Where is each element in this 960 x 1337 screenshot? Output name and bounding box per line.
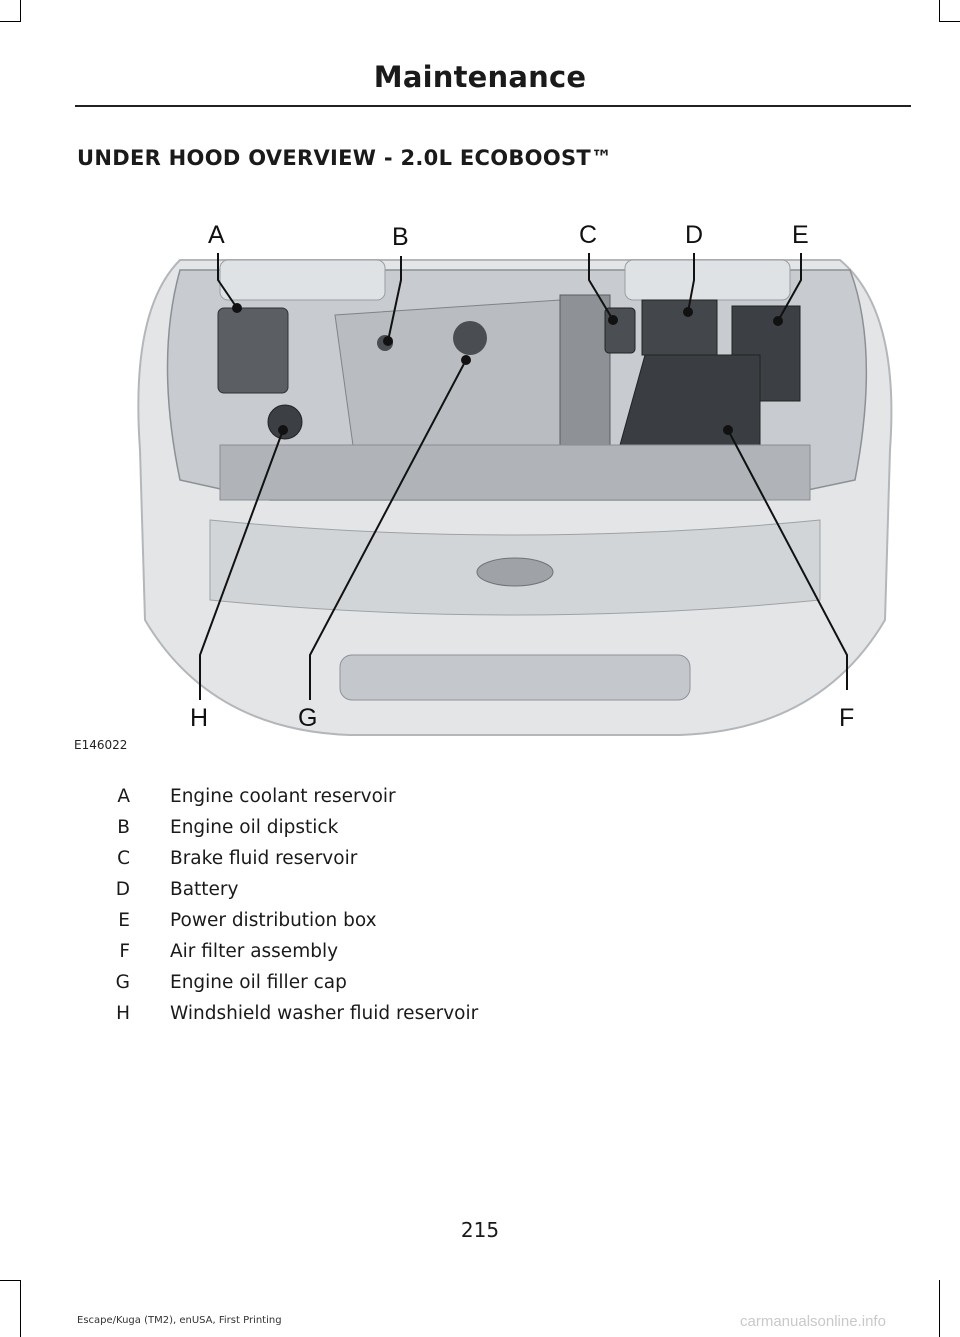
legend-text: Brake fluid reservoir [170,848,358,869]
legend-item [90,1003,690,1034]
legend-text: Windshield washer fluid reservoir [170,1003,479,1024]
engine-bay-illustration [120,200,910,740]
callout-e: E [792,221,809,249]
legend-key: A [117,786,130,807]
crop-mark-bottom-right-v [939,1280,940,1337]
callout-g: G [298,704,318,732]
legend-text: Engine oil filler cap [170,972,347,993]
page-number: 215 [460,1218,500,1242]
callout-d: D [685,221,704,249]
legend-text: Engine coolant reservoir [170,786,396,807]
crop-mark-top-left-v [20,0,21,22]
legend-text: Power distribution box [170,910,377,931]
page-header-title: Maintenance [373,60,587,94]
legend-text: Air filter assembly [170,941,339,962]
legend-item [90,817,690,848]
section-title: UNDER HOOD OVERVIEW - 2.0L ECOBOOST™ [77,146,613,170]
crop-mark-bottom-left-h [0,1280,21,1281]
legend-key: E [118,910,130,931]
legend-item [90,786,690,817]
callout-legend [90,786,690,1034]
crop-mark-top-left-h [0,21,21,22]
legend-item [90,879,690,910]
legend-key: G [115,972,130,993]
legend-key: C [117,848,130,869]
watermark: carmanualsonline.info [740,1313,886,1330]
crop-mark-bottom-left-v [20,1280,21,1337]
crop-mark-top-right-h [939,21,960,22]
callout-f: F [839,704,855,732]
legend-item [90,910,690,941]
callout-c: C [579,221,598,249]
legend-key: B [117,817,130,838]
callout-h: H [190,704,209,732]
legend-item [90,941,690,972]
legend-text: Battery [170,879,239,900]
legend-key: D [115,879,130,900]
footer-text: Escape/Kuga (TM2), enUSA, First Printing [77,1315,282,1326]
legend-key: H [116,1003,130,1024]
callout-a: A [208,221,225,249]
legend-item [90,972,690,1003]
legend-text: Engine oil dipstick [170,817,339,838]
legend-item [90,848,690,879]
header-divider [75,105,911,107]
legend-key: F [119,941,130,962]
crop-mark-top-right-v [939,0,940,22]
callout-b: B [392,223,409,251]
figure-id: E146022 [74,738,128,752]
